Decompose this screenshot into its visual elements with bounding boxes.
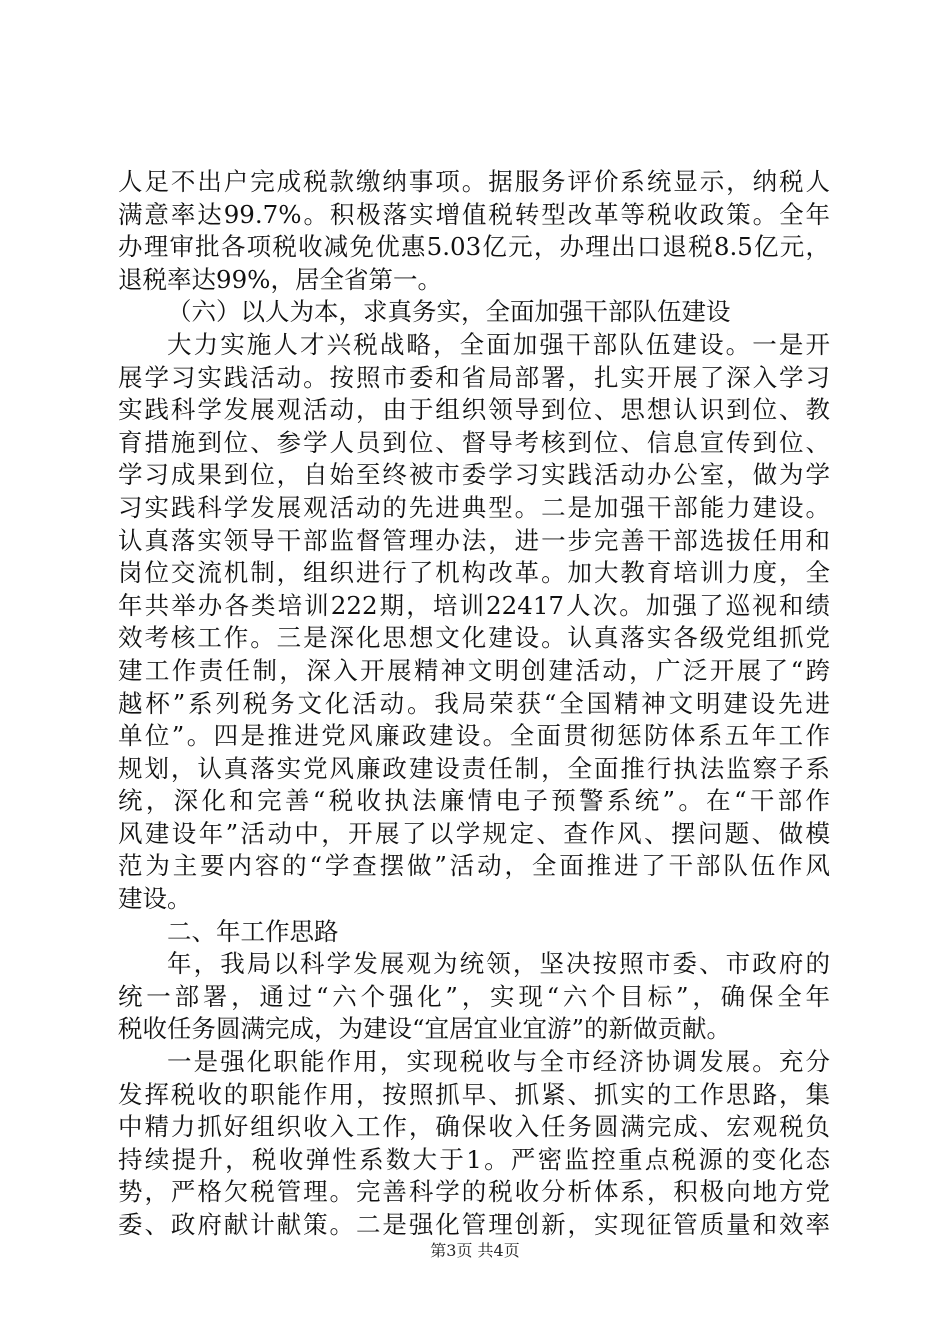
text-line: 效考核工作。三是深化思想文化建设。认真落实各级党组抓党 bbox=[118, 623, 830, 653]
text-line: 退税率达99%，居全省第一。 bbox=[118, 264, 442, 294]
text-line: 认真落实领导干部监督管理办法，进一步完善干部选拔任用和 bbox=[118, 525, 830, 555]
text-line: 展学习实践活动。按照市委和省局部署，扎实开展了深入学习 bbox=[118, 362, 830, 392]
text-line: 年，我局以科学发展观为统领，坚决按照市委、市政府的 bbox=[167, 949, 830, 979]
text-line: 持续提升，税收弹性系数大于1。严密监控重点税源的变化态 bbox=[118, 1144, 830, 1174]
text-line: 习实践科学发展观活动的先进典型。二是加强干部能力建设。 bbox=[118, 492, 830, 522]
section-heading: （六）以人为本，求真务实，全面加强干部队伍建设 bbox=[167, 297, 731, 327]
section-heading: 二、年工作思路 bbox=[167, 916, 339, 946]
text-line: 建工作责任制，深入开展精神文明创建活动，广泛开展了“跨 bbox=[118, 655, 830, 685]
text-line: 统一部署，通过“六个强化”，实现“六个目标”，确保全年 bbox=[118, 981, 830, 1011]
text-line: 中精力抓好组织收入工作，确保收入任务圆满完成、宏观税负 bbox=[118, 1112, 830, 1142]
text-line: 统，深化和完善“税收执法廉情电子预警系统”。在“干部作 bbox=[118, 786, 830, 816]
text-line: 满意率达99.7%。积极落实增值税转型改革等税收政策。全年 bbox=[118, 199, 830, 229]
text-line: 育措施到位、参学人员到位、督导考核到位、信息宣传到位、 bbox=[118, 427, 830, 457]
text-line: 越杯”系列税务文化活动。我局荣获“全国精神文明建设先进 bbox=[118, 688, 830, 718]
text-line: 建设。 bbox=[118, 884, 192, 914]
document-body bbox=[118, 166, 830, 1242]
page-number-footer: 第3页 共4页 bbox=[430, 1241, 520, 1260]
text-line: 范为主要内容的“学查摆做”活动，全面推进了干部队伍作风 bbox=[118, 851, 830, 881]
text-line: 风建设年”活动中，开展了以学规定、查作风、摆问题、做模 bbox=[118, 818, 830, 848]
text-line: 岗位交流机制，组织进行了机构改革。加大教育培训力度，全 bbox=[118, 558, 830, 588]
text-line: 大力实施人才兴税战略，全面加强干部队伍建设。一是开 bbox=[167, 329, 830, 359]
text-line: 办理审批各项税收减免优惠5.03亿元，办理出口退税8.5亿元， bbox=[118, 232, 830, 262]
text-line: 实践科学发展观活动，由于组织领导到位、思想认识到位、教 bbox=[118, 395, 830, 425]
text-line: 学习成果到位，自始至终被市委学习实践活动办公室，做为学 bbox=[118, 460, 830, 490]
text-line: 税收任务圆满完成，为建设“宜居宜业宜游”的新做贡献。 bbox=[118, 1014, 732, 1044]
text-line: 规划，认真落实党风廉政建设责任制，全面推行执法监察子系 bbox=[118, 753, 830, 783]
text-line: 人足不出户完成税款缴纳事项。据服务评价系统显示，纳税人 bbox=[118, 167, 830, 196]
text-line: 发挥税收的职能作用，按照抓早、抓紧、抓实的工作思路，集 bbox=[118, 1079, 830, 1109]
text-line: 势，严格欠税管理。完善科学的税收分析体系，积极向地方党 bbox=[118, 1177, 830, 1207]
text-line: 单位”。四是推进党风廉政建设。全面贯彻惩防体系五年工作 bbox=[118, 721, 830, 751]
text-line: 年共举办各类培训222期，培训22417人次。加强了巡视和绩 bbox=[118, 590, 830, 620]
text-line: 委、政府献计献策。二是强化管理创新，实现征管质量和效率 bbox=[118, 1210, 830, 1239]
text-line: 一是强化职能作用，实现税收与全市经济协调发展。充分 bbox=[167, 1047, 830, 1077]
